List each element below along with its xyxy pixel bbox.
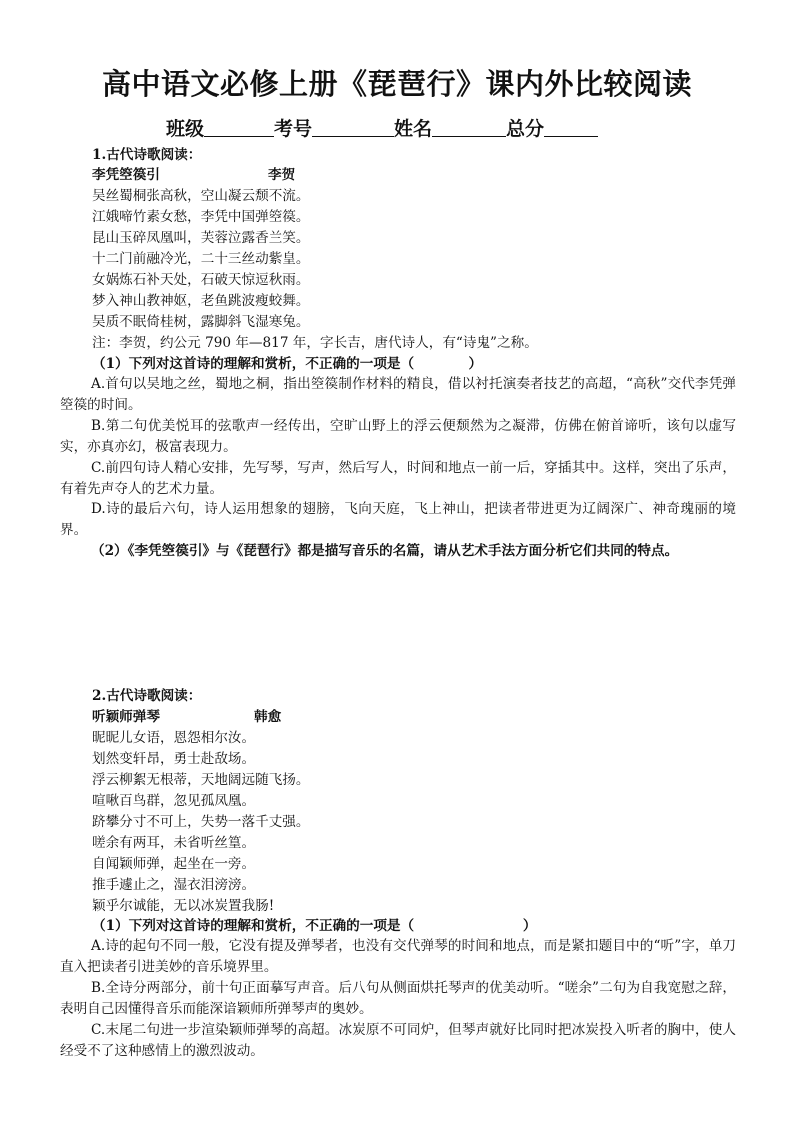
question-1-sub-1: （1）下列对这首诗的理解和赏析，不正确的一项是（ ） — [92, 356, 483, 372]
poem-1-line: 江娥啼竹素女愁，李凭中国弹箜篌。 — [92, 209, 310, 225]
poem-2-line: 喧啾百鸟群，忽见孤凤凰。 — [92, 793, 256, 809]
score-label: 总分 — [506, 118, 545, 140]
question-1-heading: 1.古代诗歌阅读： — [92, 147, 202, 163]
class-label: 班级 — [166, 118, 205, 140]
poem-2-line: 嗟余有两耳，未省听丝篁。 — [92, 835, 256, 851]
question-1-option-b: B.第二句优美悦耳的弦歌声一经传出，空旷山野上的浮云便颓然为之凝滞，仿佛在俯首谛听，该句以虚写实，亦真亦幻，极富表现力。 — [60, 418, 736, 455]
question-2-option-c: C.末尾二句进一步渲染颖师弹琴的高超。冰炭原不可同炉，但琴声就好比同时把冰炭投入听者的胸中，使人经受不了这种感情上的激烈波动。 — [60, 1022, 736, 1059]
poem-2-author: 韩愈 — [254, 709, 282, 725]
poem-2-title: 听颖师弹琴 — [92, 709, 160, 725]
name-blank[interactable] — [432, 118, 506, 137]
poem-1-note: 注：李贺，约公元 790 年—817 年，字长吉，唐代诗人，有“诗鬼”之称。 — [92, 335, 538, 351]
poem-2-line: 划然变轩昂，勇士赴敌场。 — [92, 751, 256, 767]
poem-1-line: 昆山玉碎凤凰叫，芙蓉泣露香兰笑。 — [92, 230, 310, 246]
poem-1-line: 吴质不眠倚桂树，露脚斜飞湿寒兔。 — [92, 314, 310, 330]
poem-1-author: 李贺 — [268, 167, 296, 183]
poem-1-line: 女娲炼石补天处，石破天惊逗秋雨。 — [92, 272, 310, 288]
poem-2-line: 自闻颖师弹，起坐在一旁。 — [92, 856, 256, 872]
question-1-option-a: A.首句以吴地之丝，蜀地之桐，指出箜篌制作材料的精良，借以衬托演奏者技艺的高超，“高秋”交代李凭弹箜篌的时间。 — [60, 376, 736, 413]
poem-2-line: 昵昵儿女语，恩怨相尔汝。 — [92, 730, 256, 746]
poem-1-line: 梦入神山教神妪，老鱼跳波瘦蛟舞。 — [92, 293, 310, 309]
score-blank[interactable] — [544, 118, 598, 137]
question-1-option-c: C.前四句诗人精心安排，先写琴，写声，然后写人，时间和地点一前一后，穿插其中。这样，突出了乐声，有着先声夺人的艺术力量。 — [60, 460, 736, 497]
student-info-row — [166, 114, 598, 141]
question-2-option-b: B.全诗分两部分，前十句正面摹写声音。后八句从侧面烘托琴声的优美动听。“嗟余”二句为自我宽慰之辞，表明自己因懂得音乐而能深谙颖师所弹琴声的奥妙。 — [60, 980, 736, 1017]
poem-2-line: 跻攀分寸不可上，失势一落千丈强。 — [92, 814, 310, 830]
answer-space[interactable] — [60, 590, 736, 680]
question-2-sub-1: （1）下列对这首诗的理解和赏析，不正确的一项是（ ） — [92, 918, 537, 934]
poem-1-line: 吴丝蜀桐张高秋，空山凝云颓不流。 — [92, 188, 310, 204]
question-2-heading: 2.古代诗歌阅读： — [92, 688, 202, 704]
number-label: 考号 — [274, 118, 313, 140]
number-blank[interactable] — [312, 118, 394, 137]
question-1-option-d: D.诗的最后六句，诗人运用想象的翅膀，飞向天庭，飞上神山，把读者带进更为辽阔深广、神奇瑰丽的境界。 — [60, 501, 736, 538]
poem-2-line: 浮云柳絮无根蒂，天地阔远随飞扬。 — [92, 772, 310, 788]
name-label: 姓名 — [394, 118, 433, 140]
poem-2-line: 推手遽止之，湿衣泪滂滂。 — [92, 877, 256, 893]
poem-1-title: 李凭箜篌引 — [92, 167, 160, 183]
class-blank[interactable] — [204, 118, 274, 137]
poem-1-line: 十二门前融冷光，二十三丝动紫皇。 — [92, 251, 310, 267]
question-1-sub-2: （2）《李凭箜篌引》与《琵琶行》都是描写音乐的名篇，请从艺术手法方面分析它们共同的特点。 — [91, 543, 679, 559]
poem-2-line: 颖乎尔诚能，无以冰炭置我肠! — [92, 898, 275, 914]
question-2-option-a: A.诗的起句不同一般，它没有提及弹琴者，也没有交代弹琴的时间和地点，而是紧扣题目中的“听”字，单刀直入把读者引进美妙的音乐境界里。 — [60, 938, 736, 975]
page-title: 高中语文必修上册《琵琶行》课内外比较阅读 — [101, 67, 692, 101]
